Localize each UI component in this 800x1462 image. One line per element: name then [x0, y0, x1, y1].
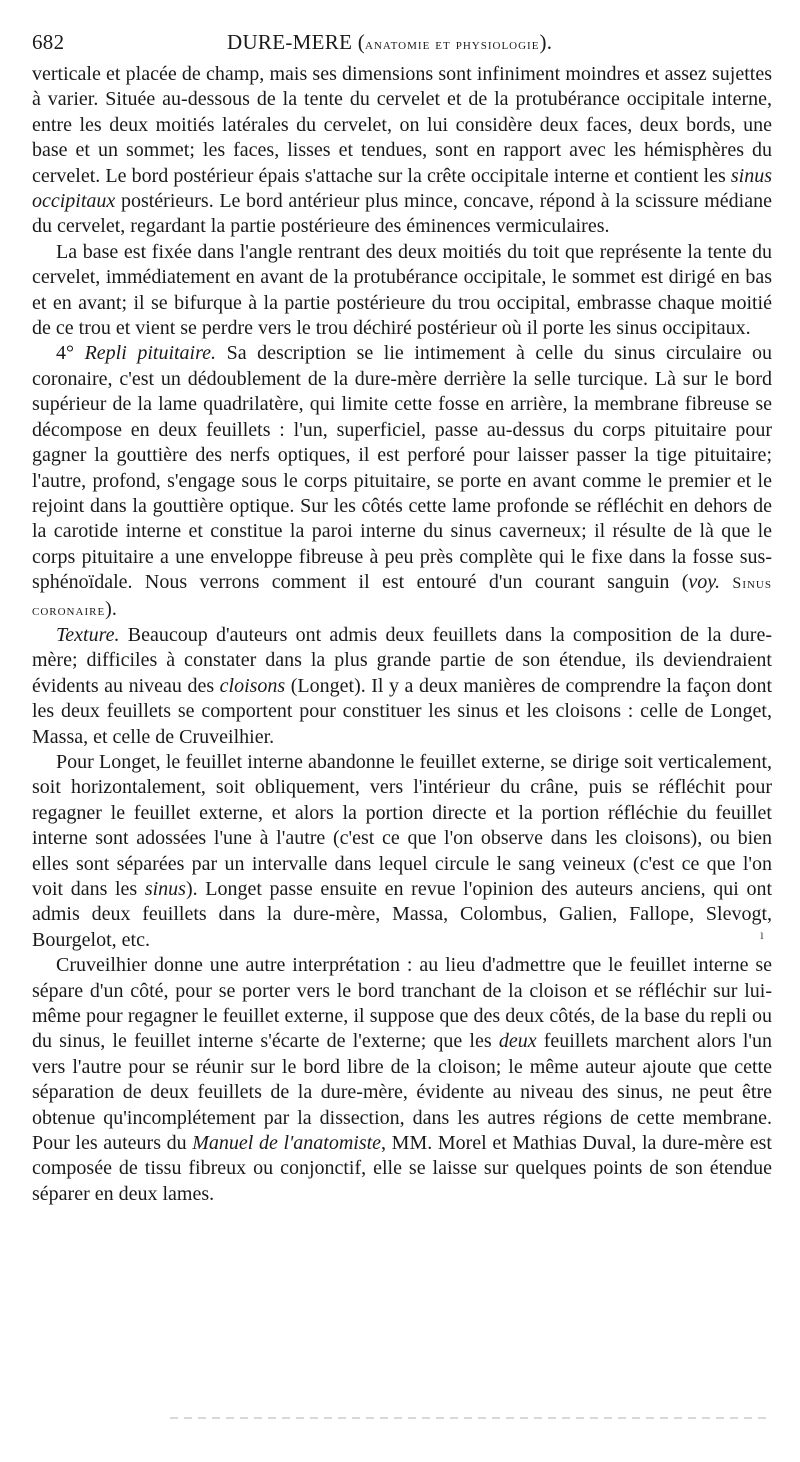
paragraph-1-end: postérieurs. Le bord antérieur plus mince, concave, répond à la scissure médiane du cervelet, regardant la partie postérieure des éminences vermiculaires. — [32, 190, 772, 238]
manual-title: Manuel de l'anatomiste — [192, 1132, 382, 1155]
bleed-through-line — [170, 1417, 770, 1419]
cross-reference: Sinus coronaire — [32, 575, 772, 619]
running-header — [32, 26, 770, 56]
paragraph-3-text: Sa description se lie intimement à celle du sinus circulaire ou coronaire, c'est un dédoublement de la dure-mère derrière la selle turcique. Là sur le bord supérieur de la lame quadrilatère, qui limite cette fosse en arrière, la membrane fibreuse se décompose en deux feuillets : l'un, superficiel, passe au-dessus du corps pituitaire pour gagner la gouttière des nerfs optiques, il est perforé pour laisser passer la tige pituitaire; l'autre, profond, s'engage sous le corps pituitaire, se porte en avant comme le premier et le rejoint dans la gouttière optique. Sur les côtés cette lame profonde se réfléchit en dehors de la carotide interne et constitue la paroi interne du sinus caverneux; il résulte de là que le corps pituitaire a une enveloppe fibreuse à peu près complète qui le fixe dans la fosse sus-sphénoïdale. Nous verrons comment il est entouré d'un courant sanguin ( — [32, 342, 773, 594]
paragraph-6-end: , MM. Morel et Mathias Duval, la dure-mère est composée de tissu fibreux ou conjonctif, elle se laisse sur quelques points de son étendue séparer en deux lames. — [32, 1132, 772, 1205]
section-heading-repli-pituitaire: Repli pituitaire. — [84, 342, 217, 365]
paragraph-4 — [32, 623, 772, 750]
voy-abbreviation: voy. — [688, 571, 721, 594]
paragraph-4-end: (Longet). Il y a deux manières de comprendre la façon dont les deux feuillets se comportent pour constituer les sinus et les cloisons : celle de Longet, Massa, et celle de Cruveilhier. — [32, 674, 773, 748]
paragraph-3-end: ). — [105, 597, 117, 620]
paragraph-6-middle: feuillets marchent alors l'un vers l'autre pour se réunir sur le bord libre de la cloison; le même auteur ajoute que cette séparation de deux feuillets de la dure-mère, évidente au niveau des sinus, ne peut être obtenue qu'incomplétement par la dissection, dans les autres régions de cette membrane. Pour les auteurs du — [32, 1030, 773, 1155]
paragraph-5-end: ). Longet passe ensuite en revue l'opinion des auteurs anciens, qui ont admis deux feuillets dans la dure-mère, Massa, Colombus, Galien, Fallope, Slevogt, Bourgelot, etc. — [32, 878, 772, 951]
running-title-close: ). — [539, 30, 553, 54]
running-title-subtitle: anatomie et physiologie — [365, 36, 540, 53]
paragraph-2: La base est fixée dans l'angle rentrant des deux moitiés du toit que représente la tente du cervelet, immédiatement en avant de la protubérance occipitale, le sommet est dirigé en bas et en avant; il se bifurque à la partie postérieure du trou occipital, embrasse chaque moitié de ce trou et vient se perdre vers le trou déchiré postérieur où il porte les sinus occipitaux. — [32, 240, 772, 340]
paragraph-4-text: Beaucoup d'auteurs ont admis deux feuillets dans la composition de la dure-mère; difficiles à constater dans la plus grande partie de son étendue, ils deviendraient évidents au niveau des — [32, 623, 773, 697]
running-title — [227, 30, 552, 55]
body-text — [32, 62, 772, 1207]
paragraph-5-text: Pour Longet, le feuillet interne abandonne le feuillet externe, se dirige soit verticalement, soit horizontalement, soit obliquement, vers l'intérieur du crâne, puis se réfléchit pour regagner le feuillet externe, et alors la portion directe et la portion réfléchie du feuillet interne sont adossées l'une à l'autre (c'est ce que l'on observe dans les cloisons), ou bien elles sont séparées par un intervalle dans lequel circule le sang veineux (c'est ce que l'on voit dans les — [32, 750, 772, 900]
paragraph-1-text: verticale et placée de champ, mais ses dimensions sont infiniment moindres et assez sujettes à varier. Située au-dessous de la tente du cervelet et de la protubérance occipitale interne, entre les deux moitiés latérales du cervelet, on lui considère deux faces, deux bords, une base et un sommet; les faces, lisses et tendues, sont en rapport avec les hémisphères du cervelet. Le bord postérieur épais s'attache sur la crête occipitale interne et contient les — [32, 63, 772, 187]
running-title-main: DURE-MERE ( — [227, 30, 366, 54]
paragraph-1-emphasis: sinus occipitaux — [32, 164, 772, 213]
section-number: 4° — [56, 342, 74, 365]
section-heading-texture: Texture. — [56, 623, 120, 646]
paragraph-4-emphasis: cloisons — [219, 674, 286, 697]
paragraph-6-text: Cruveilhier donne une autre interprétation : au lieu d'admettre que le feuillet interne se sépare d'un côté, pour se porter vers le bord tranchant de la cloison et se réfléchir sur lui-même pour regagner le feuillet externe, il suppose que des deux côtés, de la base du repli ou du sinus, le feuillet interne s'écarte de l'externe; que les — [32, 954, 772, 1053]
page-number: 682 — [32, 30, 65, 54]
paragraph-3 — [32, 341, 772, 622]
paragraph-5-emphasis: sinus — [144, 878, 186, 900]
paragraph-6 — [32, 953, 772, 1207]
margin-mark: ı — [760, 928, 764, 943]
paragraph-1 — [32, 62, 772, 240]
paragraph-5 — [32, 750, 772, 953]
paragraph-6-emphasis: deux — [498, 1030, 537, 1053]
